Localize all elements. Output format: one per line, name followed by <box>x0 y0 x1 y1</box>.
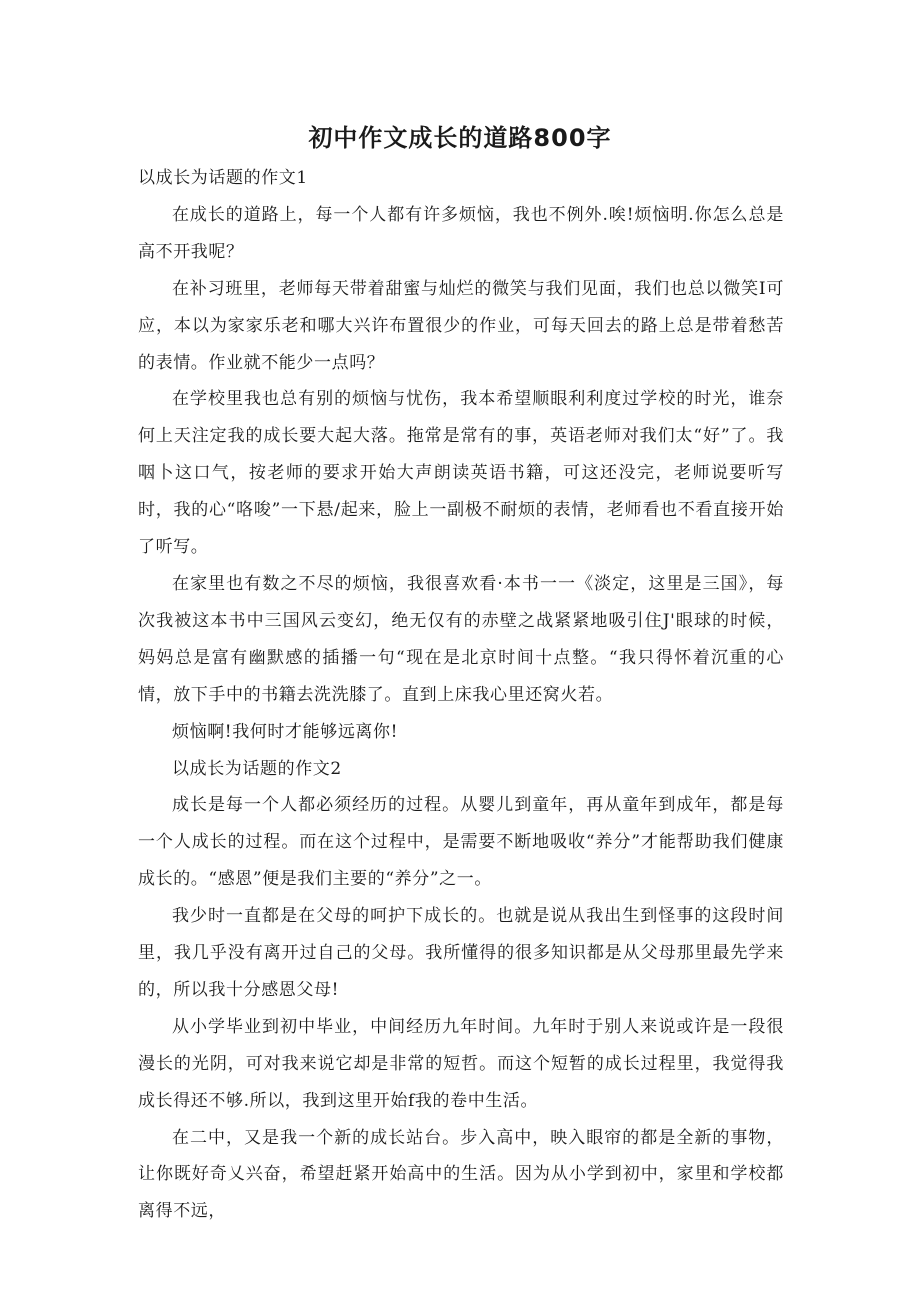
paragraph: 烦恼啊!我何时才能够远离你! <box>172 721 399 742</box>
paragraph: 从小学毕业到初中毕业，中间经历九年时间。九年时于别人来说或许是一段很漫长的光阴，可对我来说它却是非常的短哲。而这个短暂的成长过程里，我觉得我成长得还不够.所以，我到这里开始f我的卷中生活。 <box>138 1016 784 1111</box>
paragraph: 成长是每一个人都必须经历的过程。从婴儿到童年，再从童年到成年，都是每一个人成长的过程。而在这个过程中，是需要不断地吸收“养分”才能帮助我们健康成长的。“感恩”便是我们主要的“养分”之一。 <box>138 795 784 890</box>
paragraph: 在家里也有数之不尽的烦恼，我很喜欢看·本书一一《淡定，这里是三国》，每次我被这本书中三国风云变幻，绝无仅有的赤壁之战紧紧地吸引住J'眼球的时候，妈妈总是富有幽默感的插播一句“现在是北京时间十点整。“我只得怀着沉重的心情，放下手中的书籍去洗洗膝了。直到上床我心里还窝火若。 <box>138 573 784 705</box>
section-heading-1: 以成长为话题的作文1 <box>138 168 308 188</box>
document-body <box>138 160 784 1230</box>
document-title: 初中作文成长的道路800字 <box>308 124 612 152</box>
section-heading-2: 以成长为话题的作文2 <box>172 758 342 779</box>
paragraph: 在补习班里，老师每天带着甜蜜与灿烂的微笑与我们见面，我们也总以微笑I可应，本以为家家乐老和哪大兴许布置很少的作业，可每天回去的路上总是带着愁苦的表情。作业就不能少一点吗？ <box>138 278 784 373</box>
paragraph: 在成长的道路上，每一个人都有许多烦恼，我也不例外.唉!烦恼明.你怎么总是高不开我呢？ <box>138 204 784 262</box>
paragraph: 在学校里我也总有别的烦恼与忧伤，我本希望顺眼利利度过学校的时光，谁奈何上天注定我的成长要大起大落。拖常是常有的事，英语老师对我们太“好”了。我咽卜这口气，按老师的要求开始大声朗读英语书籍，可这还没完，老师说要听写时，我的心“咯唆”一下悬/起来，脸上一副极不耐烦的表情，老师看也不看直接开始了听写。 <box>138 389 784 558</box>
paragraph: 在二中，又是我一个新的成长站台。步入高中，映入眼帘的都是全新的事物，让你既好奇乂兴奋，希望赶紧开始高中的生活。因为从小学到初中，家里和学校都离得不远， <box>138 1127 784 1222</box>
paragraph: 我少时一直都是在父母的呵护下成长的。也就是说从我出生到怪事的这段时间里，我几乎没有离开过自己的父母。我所懂得的很多知识都是从父母那里最先学来的，所以我十分感恩父母! <box>138 906 784 1000</box>
